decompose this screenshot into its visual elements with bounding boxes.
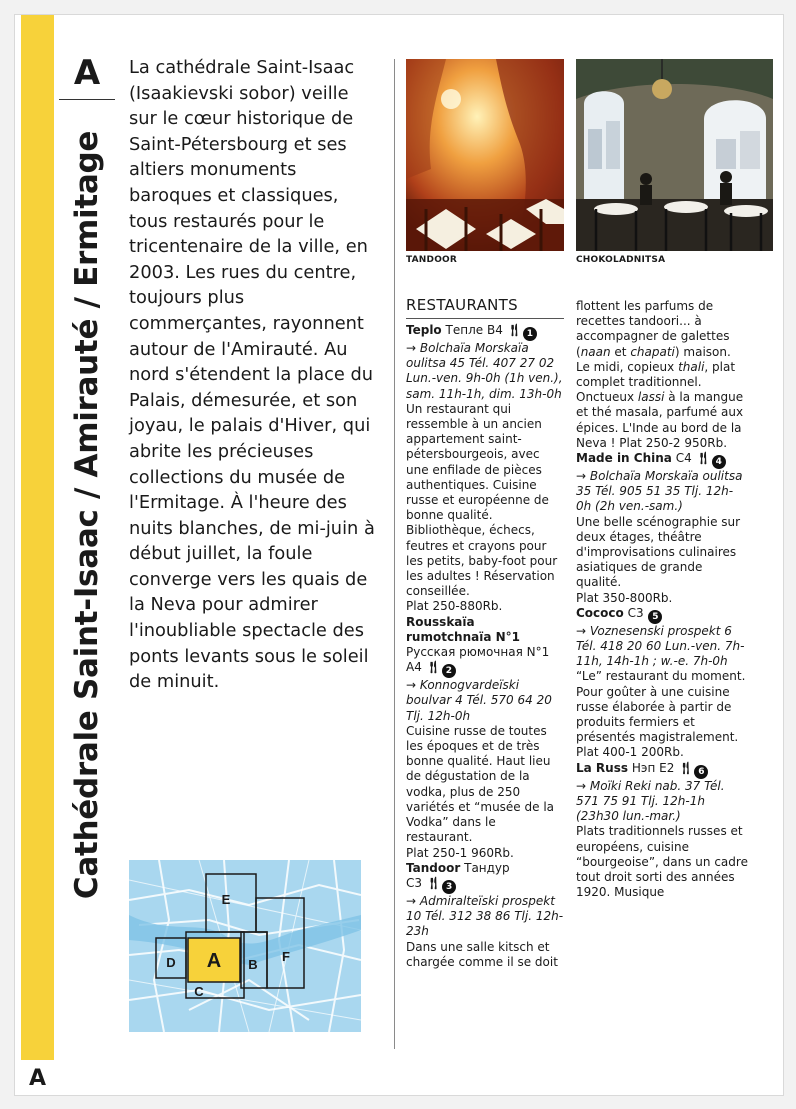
restaurant-description-continued: flottent les parfums de recettes tandoori... à accompagner de galettes (naan et chapati) maison. Le midi, copieux thali, plat complet traditionnel. Onctueux lassi à la mangue et thé masala, parfumé aux épices. L'Inde au bord de la Neva ! Plat 250-2 950Rb. <box>576 299 744 450</box>
map-grid-ref: C4 <box>675 451 692 466</box>
restaurant-price: Plat 250-880Rb. <box>406 599 503 614</box>
restaurant-phone: Tél. 571 75 91 <box>576 778 725 808</box>
vertical-title-area <box>57 115 117 915</box>
area-map <box>129 860 361 1032</box>
map-grid-ref: A4 <box>406 660 422 675</box>
restaurant-entry-la-russ <box>576 761 748 901</box>
arrow-icon: → <box>576 778 590 793</box>
map-label-a: A <box>206 950 222 972</box>
restaurant-icon: 🍴︎ <box>425 875 442 890</box>
arrow-icon: → <box>406 678 420 693</box>
restaurant-hours: Tlj. 12h-23h <box>406 909 564 939</box>
restaurant-number-badge: 1 <box>523 327 537 341</box>
map-label-f: F <box>282 949 290 964</box>
section-letter: A <box>73 53 101 93</box>
map-label-e: E <box>221 892 231 907</box>
restaurant-description: Cuisine russe de toutes les époques et de très bonne qualité. Haut lieu de dégustation de la vodka, plus de 250 variétés et “musée de la Vodka” dans le restaurant. <box>406 723 555 845</box>
restaurant-address: Moïki Reki nab. 37 <box>589 778 701 793</box>
restaurant-name-ru: Тандур <box>464 860 510 875</box>
restaurant-number-badge: 3 <box>442 880 456 894</box>
map-grid-ref: B4 <box>486 323 503 337</box>
restaurant-address: Konnogvardeïski boulvar 4 <box>406 678 520 708</box>
restaurant-number-badge: 2 <box>442 664 456 678</box>
restaurant-address: Bolchaïa Morskaïa oulitsa 35 <box>576 469 743 499</box>
column-divider <box>394 59 395 1049</box>
restaurant-name: Tandoor <box>406 860 461 875</box>
restaurant-name-ru: Нэп <box>631 760 656 775</box>
restaurant-phone: Tél. 312 38 86 <box>425 909 511 924</box>
guidebook-page <box>14 14 784 1096</box>
restaurant-phone: Tél. 418 20 60 <box>576 639 662 654</box>
restaurant-number-badge: 6 <box>694 765 708 779</box>
restaurant-name: Made in China <box>576 451 672 466</box>
restaurants-column-1 <box>406 295 564 970</box>
map-grid-ref: E2 <box>659 760 675 775</box>
map-label-c: C <box>194 984 204 999</box>
restaurant-hours: Tlj. 12h-0h (2h ven.-sam.) <box>576 484 734 514</box>
restaurant-address: Bolchaïa Morskaïa oulitsa 45 <box>406 341 529 371</box>
restaurant-description: Un restaurant qui ressemble à un ancien appartement saint-pétersbourgeois, avec une enfilade de pièces authentiques. Cuisine russe et européenne de bonne qualité. Bibliothèque, échecs, feutres et crayons pour les petits, baby-foot pour les adultes ! Réservation conseillée. <box>406 401 558 599</box>
photo-caption-tandoor: TANDOOR <box>406 255 458 265</box>
restaurant-hours: Lun.-ven. 7h-11h, 14h-1h ; w.-e. 7h-0h <box>576 639 745 669</box>
restaurant-description: “Le” restaurant du moment. Pour goûter à une cuisine russe élaborée à partir de produits fermiers et présentés magistralement. <box>576 669 746 745</box>
restaurant-phone: Tél. 570 64 20 <box>466 693 552 708</box>
intro-text: La cathédrale Saint-Isaac (Isaakievski sobor) veille sur le cœur historique de Saint-Pétersbourg et ses altiers monuments baroques et classiques, tous restaurés pour le tricentenaire de la ville, en 2003. Les rues du centre, toujours plus commerçantes, rayonnent autour de l'Amirauté. Au nord s'étendent la place du Palais, démesurée, et son joyau, le palais d'Hiver, qui abrite les précieuses collections du musée de l'Ermitage. À l'heure des nuits blanches, de mi-juin à début juillet, la foule converge vers les quais de la Neva pour admirer l'inoubliable spectacle des ponts levants sous le soleil de minuit. <box>129 57 375 693</box>
restaurant-price: Plat 250-1 960Rb. <box>406 845 514 860</box>
map-label-d: D <box>166 955 176 970</box>
restaurant-address: Admiralteïski prospekt 10 <box>406 893 555 924</box>
arrow-icon: → <box>406 893 420 908</box>
section-title: Cathédrale Saint-Isaac / Amirauté / Ermitage <box>69 130 105 900</box>
map-label-b: B <box>248 957 258 972</box>
letter-divider <box>59 99 115 100</box>
cafe-interior-photo <box>576 59 773 251</box>
restaurant-icon: 🍴︎ <box>695 451 711 466</box>
restaurant-name: Rousskaïa rumotchnaïa N°1 <box>406 614 521 644</box>
restaurant-icon: 🍴︎ <box>425 660 441 675</box>
restaurant-entry-cococo <box>576 606 748 761</box>
map-grid-ref: C3 <box>406 875 423 890</box>
restaurant-icon: 🍴︎ <box>678 760 694 775</box>
restaurants-column-2 <box>576 299 748 900</box>
restaurant-name-ru: Русская рюмочная N°1 <box>406 645 550 660</box>
restaurant-price: Plat 400-1 200Rb. <box>576 745 684 760</box>
restaurant-hours: Tlj. 12h-1h (23h30 lun.-mar.) <box>576 793 705 824</box>
restaurant-entry-tandoor <box>406 861 564 970</box>
restaurant-description: Une belle scénographie sur deux étages, théâtre d'improvisations culinaires asiatiques de grande qualité. <box>576 514 741 590</box>
restaurant-entry-teplo <box>406 323 564 615</box>
restaurant-name: Cococo <box>576 605 624 620</box>
restaurant-entry-made-in-china <box>576 451 748 606</box>
restaurant-phone: Tél. 407 27 02 <box>468 356 555 371</box>
restaurant-name: Teplo <box>406 323 442 337</box>
section-heading: RESTAURANTS <box>406 295 564 319</box>
restaurant-address: Voznesenski prospekt 6 <box>589 623 732 638</box>
section-letter-footer: A <box>28 1066 47 1091</box>
section-color-strip <box>21 15 54 1060</box>
restaurant-name: La Russ <box>576 760 628 775</box>
restaurant-hours: Tlj. 12h-0h <box>406 708 471 723</box>
restaurant-description: Plats traditionnels russes et européens, cuisine “bourgeoise”, dans un cadre tout droit sorti des années 1920. Musique <box>576 824 748 900</box>
restaurant-icon: 🍴︎ <box>506 323 522 337</box>
restaurant-price: Plat 350-800Rb. <box>576 590 673 605</box>
restaurant-number-badge: 5 <box>648 610 662 624</box>
restaurant-hours: Lun.-ven. 9h-0h (1h ven.), sam. 11h-1h, dim. 13h-0h <box>406 371 563 401</box>
map-graphic <box>129 860 361 1032</box>
restaurant-entry-rousskaia <box>406 615 564 861</box>
arrow-icon: → <box>406 341 420 355</box>
arrow-icon: → <box>576 623 590 638</box>
restaurant-interior-photo <box>406 59 564 251</box>
restaurant-name-ru: Тепле <box>445 323 484 337</box>
restaurant-description-part-1: Dans une salle kitsch et chargée comme il se doit <box>406 939 558 969</box>
arrow-icon: → <box>576 469 590 484</box>
restaurant-phone: Tél. 905 51 35 <box>595 484 681 499</box>
photo-caption-chokoladnitsa: CHOKOLADNITSA <box>576 255 666 265</box>
map-grid-ref: C3 <box>627 605 644 620</box>
restaurant-number-badge: 4 <box>712 455 726 469</box>
